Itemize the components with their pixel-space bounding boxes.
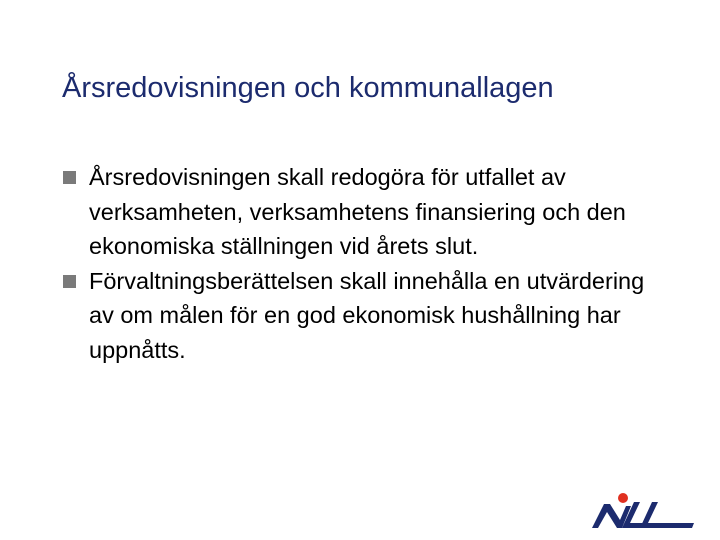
logo-letter-l2 (640, 502, 694, 528)
bullet-text: Förvaltningsberättelsen skall innehålla en utvärdering av om målen för en god ekonomisk hushållning har uppnåtts. (89, 267, 645, 363)
logo-red-dot (618, 493, 628, 503)
nll-logo-icon (590, 490, 700, 532)
slide-title: Årsredovisningen och kommunallagen (62, 72, 554, 104)
square-bullet-icon (63, 171, 76, 184)
bullet-item (63, 264, 663, 368)
square-bullet-icon (63, 275, 76, 288)
bullet-text: Årsredovisningen skall redogöra för utfallet av verksamheten, verksamhetens finansiering och den ekonomiska ställningen vid årets slut. (89, 164, 626, 259)
bullet-item (63, 160, 663, 264)
bullet-list (63, 160, 663, 367)
